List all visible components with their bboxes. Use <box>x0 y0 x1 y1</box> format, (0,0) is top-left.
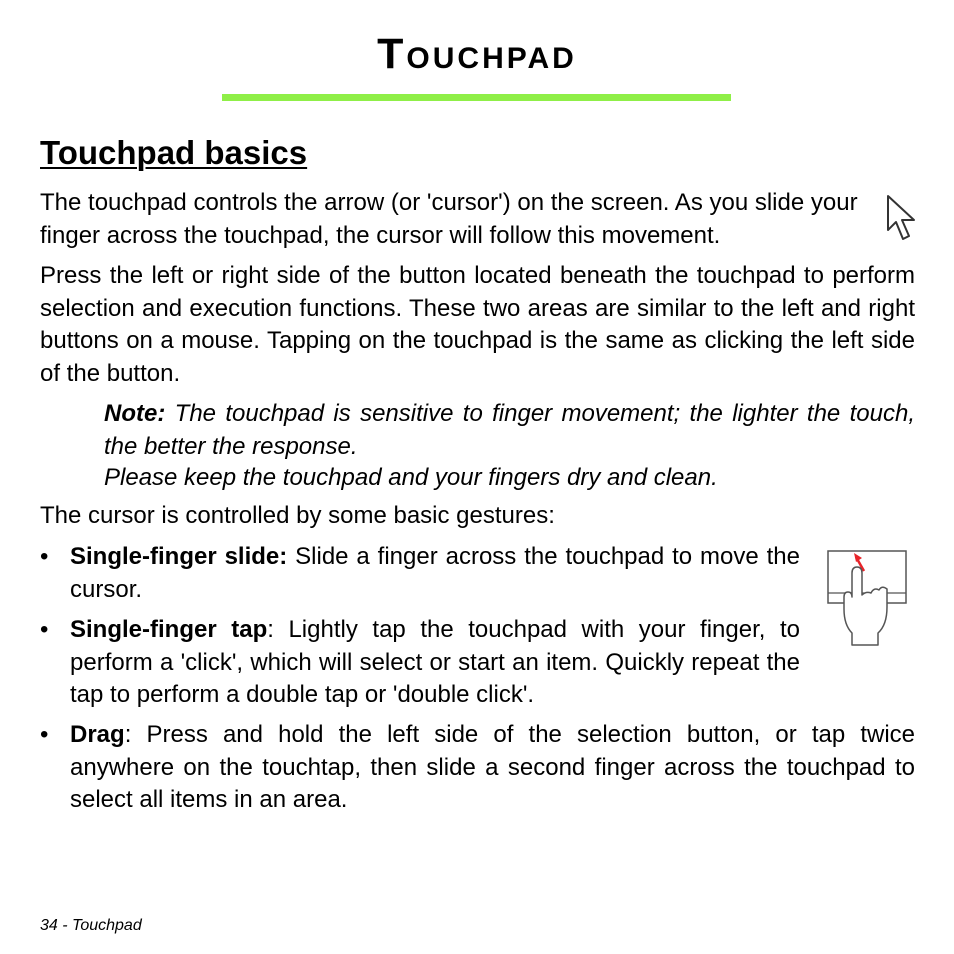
bullet-term: Single-finger slide: <box>70 543 288 570</box>
note-text: The touchpad is sensitive to finger movement; the lighter the touch, the better the response. <box>104 400 915 460</box>
bullet-term: Single-finger tap <box>70 616 268 643</box>
gestures-intro: The cursor is controlled by some basic gestures: <box>40 502 555 529</box>
note-label: Note: <box>104 400 166 427</box>
bullet-desc: : Lightly tap the touchpad with your finger, to perform a 'click', which will select or start an item. Quickly repeat the tap to perform a double tap or 'double click'. <box>70 616 800 708</box>
note-text-2: Please keep the touchpad and your fingers dry and clean. <box>104 464 718 491</box>
bullet-marker: • <box>40 543 49 570</box>
section-heading: Touchpad basics <box>40 134 308 171</box>
button-paragraph: Press the left or right side of the button located beneath the touchpad to perform selection and execution functions. These two areas are similar to the left and right buttons on a mouse. Tapping on the touchpad is the same as clicking the left side of the button. <box>40 262 915 387</box>
chapter-title: Touchpad <box>377 30 577 78</box>
page-footer: 34 - Touchpad <box>40 917 142 934</box>
bullet-marker: • <box>40 616 49 643</box>
note-block <box>104 398 915 463</box>
bullet-single-finger-slide <box>70 541 800 606</box>
intro-paragraph: The touchpad controls the arrow (or 'cursor') on the screen. As you slide your finger across the touchpad, the cursor will follow this movement. <box>40 189 858 249</box>
finger-on-touchpad-icon <box>826 549 910 649</box>
bullet-single-finger-tap <box>70 614 800 712</box>
bullet-desc: Slide a finger across the touchpad to move the cursor. <box>70 543 800 603</box>
chapter-title-rule <box>222 94 731 101</box>
mouse-pointer-icon <box>884 194 918 244</box>
bullet-drag <box>70 719 915 817</box>
bullet-term: Drag <box>70 721 125 748</box>
bullet-marker: • <box>40 721 49 748</box>
bullet-desc: : Press and hold the left side of the selection button, or tap twice anywhere on the touchtap, then slide a second finger across the touchpad to select all items in an area. <box>70 721 915 813</box>
